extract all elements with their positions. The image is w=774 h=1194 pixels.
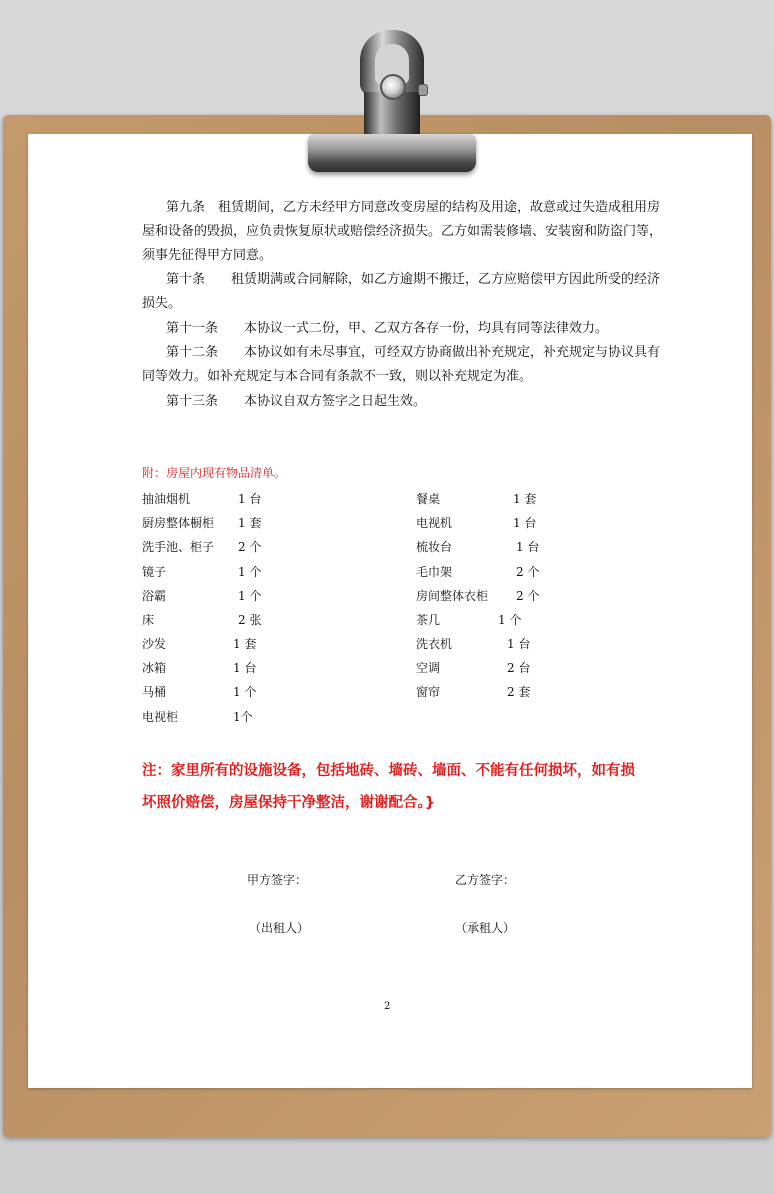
list-item-name: 房间整体衣柜 (416, 589, 489, 603)
article-10-line-2: 损失。 (142, 296, 182, 311)
binder-clip-icon (300, 22, 480, 182)
list-item-qty: 2 个 (516, 589, 540, 603)
list-item-name: 马桶 (142, 685, 167, 699)
list-item-qty: 1 台 (238, 492, 262, 506)
list-item-name: 镜子 (142, 565, 167, 579)
list-item-name: 床 (142, 613, 155, 627)
article-9-line-3: 须事先征得甲方同意。 (142, 248, 273, 263)
list-item-name: 茶几 (416, 613, 441, 627)
list-item-qty: 1 套 (238, 516, 262, 530)
list-item-qty: 1 台 (513, 516, 537, 530)
article-9-line-1: 第九条 租赁期间，乙方未经甲方同意改变房屋的结构及用途，故意或过失造成租用房 (166, 200, 661, 215)
appendix-title: 附：房屋内现有物品清单。 (142, 466, 287, 480)
list-item-qty: 1 套 (233, 637, 257, 651)
list-item-name: 窗帘 (416, 685, 441, 699)
list-item-name: 厨房整体橱柜 (142, 516, 215, 530)
list-item-name: 沙发 (142, 637, 167, 651)
list-item-qty: 2 张 (238, 613, 262, 627)
list-item-qty: 1个 (233, 710, 253, 724)
list-item-qty: 1 个 (238, 565, 262, 579)
party-b-role: （承租人） (455, 921, 516, 935)
note-line-1: 注：家里所有的设施设备，包括地砖、墙砖、墙面、不能有任何损坏，如有损 (142, 763, 635, 779)
list-item-name: 抽油烟机 (142, 492, 191, 506)
list-item-qty: 1 台 (507, 637, 531, 651)
article-11-line-1: 第十一条 本协议一式二份，甲、乙双方各存一份，均具有同等法律效力。 (166, 321, 609, 336)
article-12-line-1: 第十二条 本协议如有未尽事宜，可经双方协商做出补充规定，补充规定与协议具有 (166, 345, 661, 360)
article-10-line-1: 第十条 租赁期满或合同解除，如乙方逾期不搬迁，乙方应赔偿甲方因此所受的经济 (166, 272, 661, 287)
article-9-line-2: 屋和设备的毁损，应负责恢复原状或赔偿经济损失。乙方如需装修墙、安装窗和防盗门等， (142, 224, 663, 239)
list-item-name: 浴霸 (142, 589, 167, 603)
list-item-name: 电视柜 (142, 710, 179, 724)
list-item-qty: 1 台 (516, 540, 540, 554)
list-item-qty: 2 个 (516, 565, 540, 579)
article-12-line-2: 同等效力。如补充规定与本合同有条款不一致，则以补充规定为准。 (142, 369, 533, 384)
list-item-qty: 1 个 (233, 685, 257, 699)
list-item-name: 空调 (416, 661, 441, 675)
list-item-qty: 1 个 (238, 589, 262, 603)
list-item-qty: 2 套 (507, 685, 531, 699)
list-item-qty: 1 台 (233, 661, 257, 675)
party-a-signature-label: 甲方签字： (247, 873, 308, 887)
list-item-name: 电视机 (416, 516, 453, 530)
list-item-name: 毛巾架 (416, 565, 453, 579)
party-a-role: （出租人） (249, 921, 310, 935)
list-item-name: 冰箱 (142, 661, 167, 675)
list-item-name: 梳妆台 (416, 540, 453, 554)
list-item-name: 洗衣机 (416, 637, 453, 651)
page-number: 2 (384, 1001, 391, 1012)
list-item-qty: 1 套 (513, 492, 537, 506)
list-item-qty: 1 个 (498, 613, 522, 627)
article-13-line-1: 第十三条 本协议自双方签字之日起生效。 (166, 394, 427, 409)
list-item-qty: 2 个 (238, 540, 262, 554)
list-item-name: 洗手池、柜子 (142, 540, 215, 554)
party-b-signature-label: 乙方签字： (455, 873, 516, 887)
list-item-name: 餐桌 (416, 492, 441, 506)
list-item-qty: 2 台 (507, 661, 531, 675)
note-line-2: 坏照价赔偿，房屋保持干净整洁，谢谢配合。} (142, 795, 436, 811)
